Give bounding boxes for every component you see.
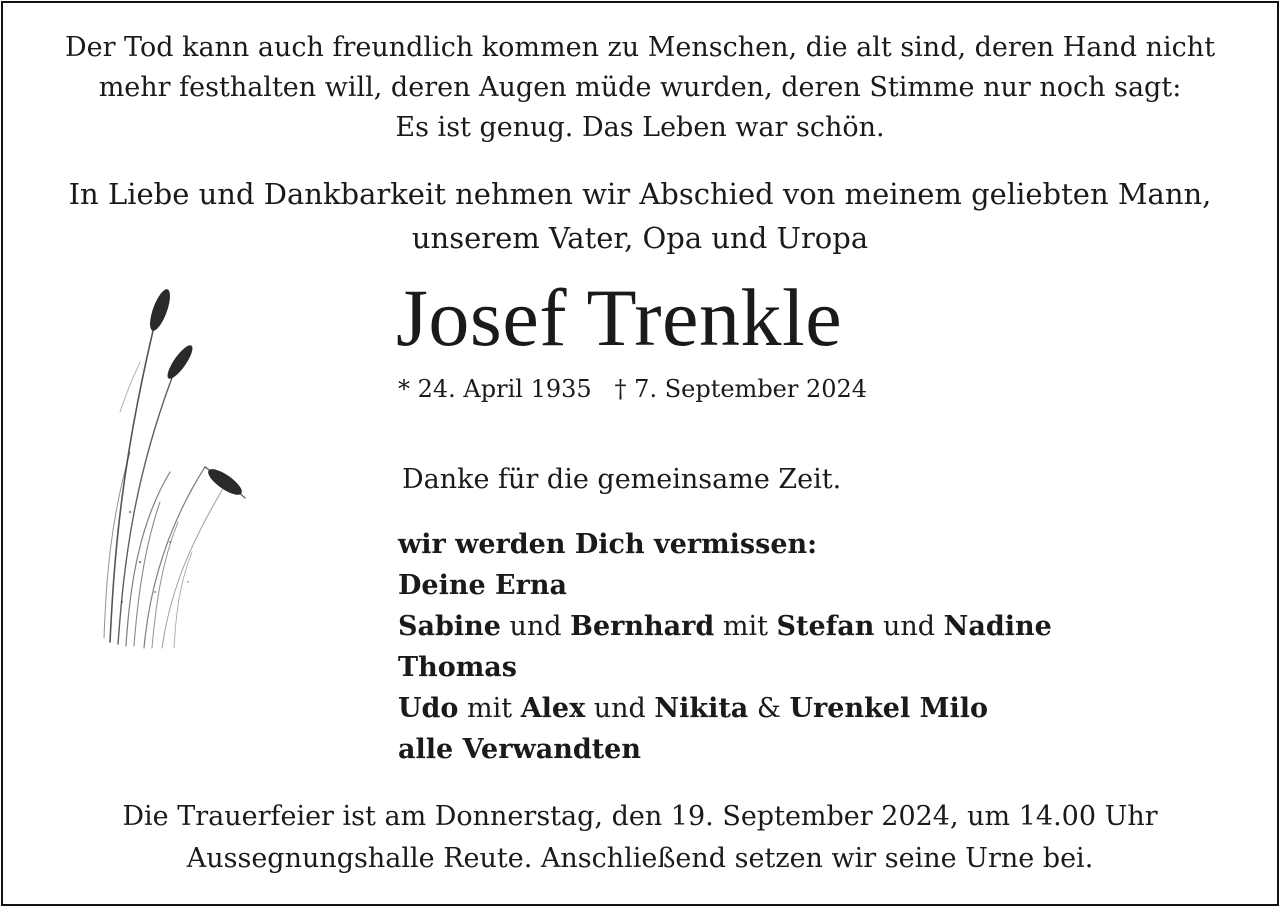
mourner-line	[398, 606, 1052, 647]
mourner-line: Deine Erna	[398, 570, 567, 601]
mourner-name: Urenkel Milo	[789, 693, 989, 724]
mourners-heading: wir werden Dich vermissen:	[398, 529, 818, 560]
connector-text: und	[585, 693, 655, 724]
deceased-name: Josef Trenkle	[396, 272, 843, 363]
poem-line: Der Tod kann auch freundlich kommen zu Menschen, die alt sind, deren Hand nicht	[64, 32, 1216, 63]
connector-text: mit	[714, 611, 777, 642]
intro-line: unserem Vater, Opa und Uropa	[411, 221, 869, 255]
mourner-name: Alex	[520, 693, 586, 724]
poem-line: Es ist genug. Das Leben war schön.	[395, 112, 885, 143]
thanks-line: Danke für die gemeinsame Zeit.	[402, 464, 842, 495]
ceremony-line: Aussegnungshalle Reute. Anschließend setzen wir seine Urne bei.	[186, 843, 1094, 874]
poem-line: mehr festhalten will, deren Augen müde wurden, deren Stimme nur noch sagt:	[98, 72, 1182, 103]
connector-text: &	[748, 693, 790, 724]
connector-text: und	[500, 611, 571, 642]
mourner-name: Bernhard	[570, 611, 715, 642]
birth-date: * 24. April 1935	[398, 375, 592, 403]
mourner-line: Thomas	[398, 652, 517, 683]
ceremony-line: Die Trauerfeier ist am Donnerstag, den 19. September 2024, um 14.00 Uhr	[122, 801, 1158, 832]
mourner-name: Nikita	[654, 693, 749, 724]
mourner-name: Nadine	[943, 611, 1052, 642]
connector-text: mit	[458, 693, 521, 724]
intro-line: In Liebe und Dankbarkeit nehmen wir Abschied von meinem geliebten Mann,	[68, 177, 1212, 211]
mourner-line: alle Verwandten	[398, 734, 641, 765]
connector-text: und	[874, 611, 944, 642]
mourner-name: Stefan	[776, 611, 875, 642]
mourner-name: Sabine	[398, 611, 501, 642]
mourner-name: Udo	[398, 693, 459, 724]
mourner-line	[398, 688, 1052, 729]
funeral-details	[0, 796, 1280, 880]
mourners-list	[398, 524, 1052, 770]
death-date: † 7. September 2024	[614, 375, 868, 403]
farewell-intro	[0, 172, 1280, 260]
opening-poem	[0, 28, 1280, 148]
life-dates	[398, 372, 867, 406]
wheat-icon	[100, 262, 260, 652]
